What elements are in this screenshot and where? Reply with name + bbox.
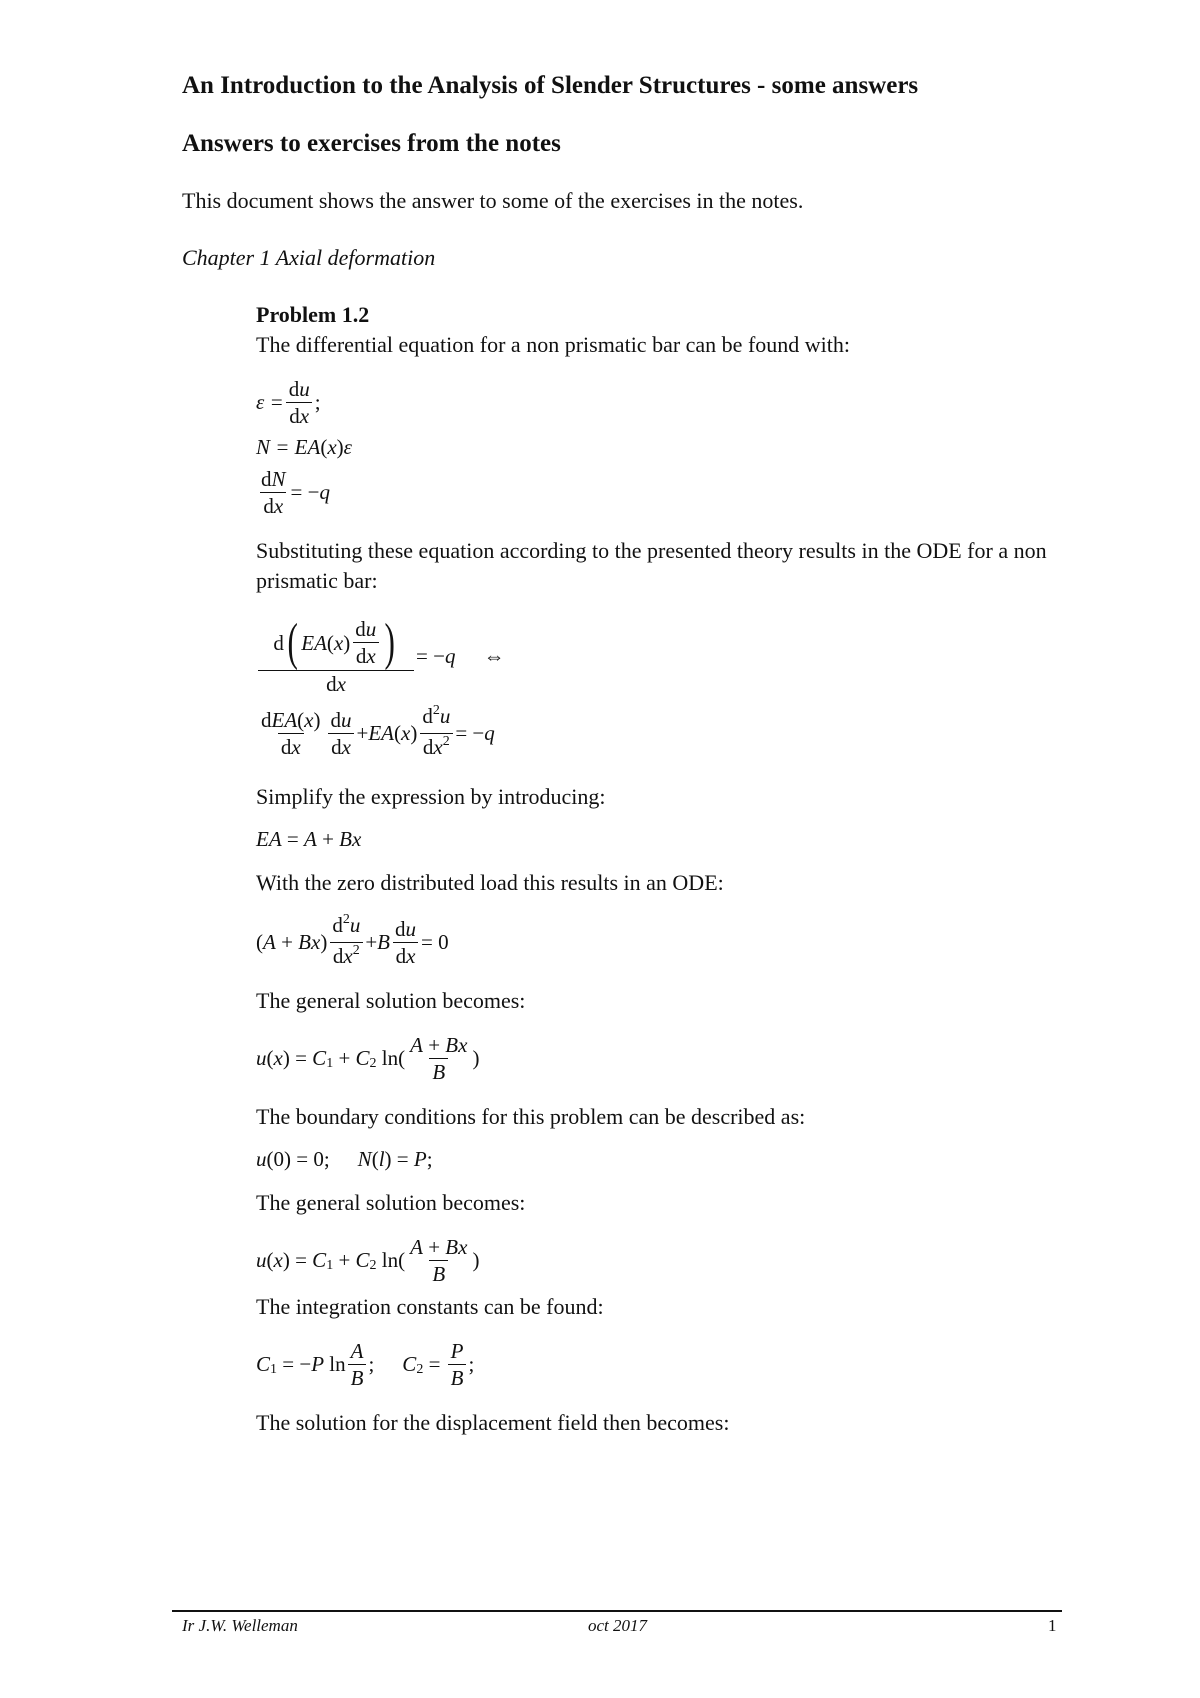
equation-group-1: ε = $\frac{du}{dx}$ ; N = EA ( x ) ε $\frac{dN}{dx}$ = − q (256, 376, 352, 518)
intro-paragraph: This document shows the answer to some of the exercises in the notes. (182, 188, 804, 213)
problem-paragraph-5: The general solution becomes: (256, 988, 526, 1013)
equation-general-solution-2: u ( x ) = C 1 + C 2 ln( $\frac{A + Bx}{B}$ ) (256, 1234, 480, 1286)
problem-heading: Problem 1.2 (256, 302, 370, 327)
problem-paragraph-9: The solution for the displacement field then becomes: (256, 1410, 730, 1435)
equation-boundary-conditions: u (0) = 0; N ( l ) = P ; (256, 1146, 433, 1171)
equation-ode: ( A + Bx ) $\frac{d^2u}{dx^2}$ + B $\frac{du}{dx}$ = 0 (256, 912, 1076, 972)
equation-ea: EA = A + Bx (256, 826, 362, 851)
chapter-heading: Chapter 1 Axial deformation (182, 245, 436, 270)
problem-paragraph-2: Substituting these equation according to the presented theory results in the ODE for a non prismatic bar: (256, 538, 1047, 593)
footer-divider (172, 1610, 1062, 1612)
document-title: An Introduction to the Analysis of Slender Structures - some answers (182, 72, 919, 99)
problem-paragraph-6: The boundary conditions for this problem can be described as: (256, 1104, 806, 1129)
problem-section (256, 300, 1076, 1438)
problem-paragraph-7: The general solution becomes: (256, 1190, 526, 1215)
equation-general-solution-1: u ( x ) = C 1 + C 2 ln( $\frac{A + Bx}{B}$ ) (256, 1032, 480, 1084)
page-number: 1 (1048, 1616, 1057, 1635)
document-subtitle: Answers to exercises from the notes (182, 130, 561, 157)
footer-date: oct 2017 (588, 1616, 648, 1635)
problem-paragraph-8: The integration constants can be found: (256, 1294, 604, 1319)
problem-paragraph-4: With the zero distributed load this results in an ODE: (256, 870, 724, 895)
footer-author: Ir J.W. Welleman (182, 1616, 298, 1635)
equation-integration-constants: C 1 = − P ln $\frac{A}{B}$ ; C 2 = $\frac{P}{B}$ ; (256, 1338, 475, 1390)
problem-paragraph-3: Simplify the expression by introducing: (256, 784, 606, 809)
problem-paragraph-1: The differential equation for a non prismatic bar can be found with: (256, 332, 850, 357)
equation-group-2: d ( EA ( x ) $\frac{du}{dx}$ ) dx = − q ⇔ $\frac{\text{dEA(x)}}{dx}$ $\frac{du}{dx}$ + EA ( x ) $\frac{d^2u}{dx^2}$ = − q (256, 610, 1076, 764)
